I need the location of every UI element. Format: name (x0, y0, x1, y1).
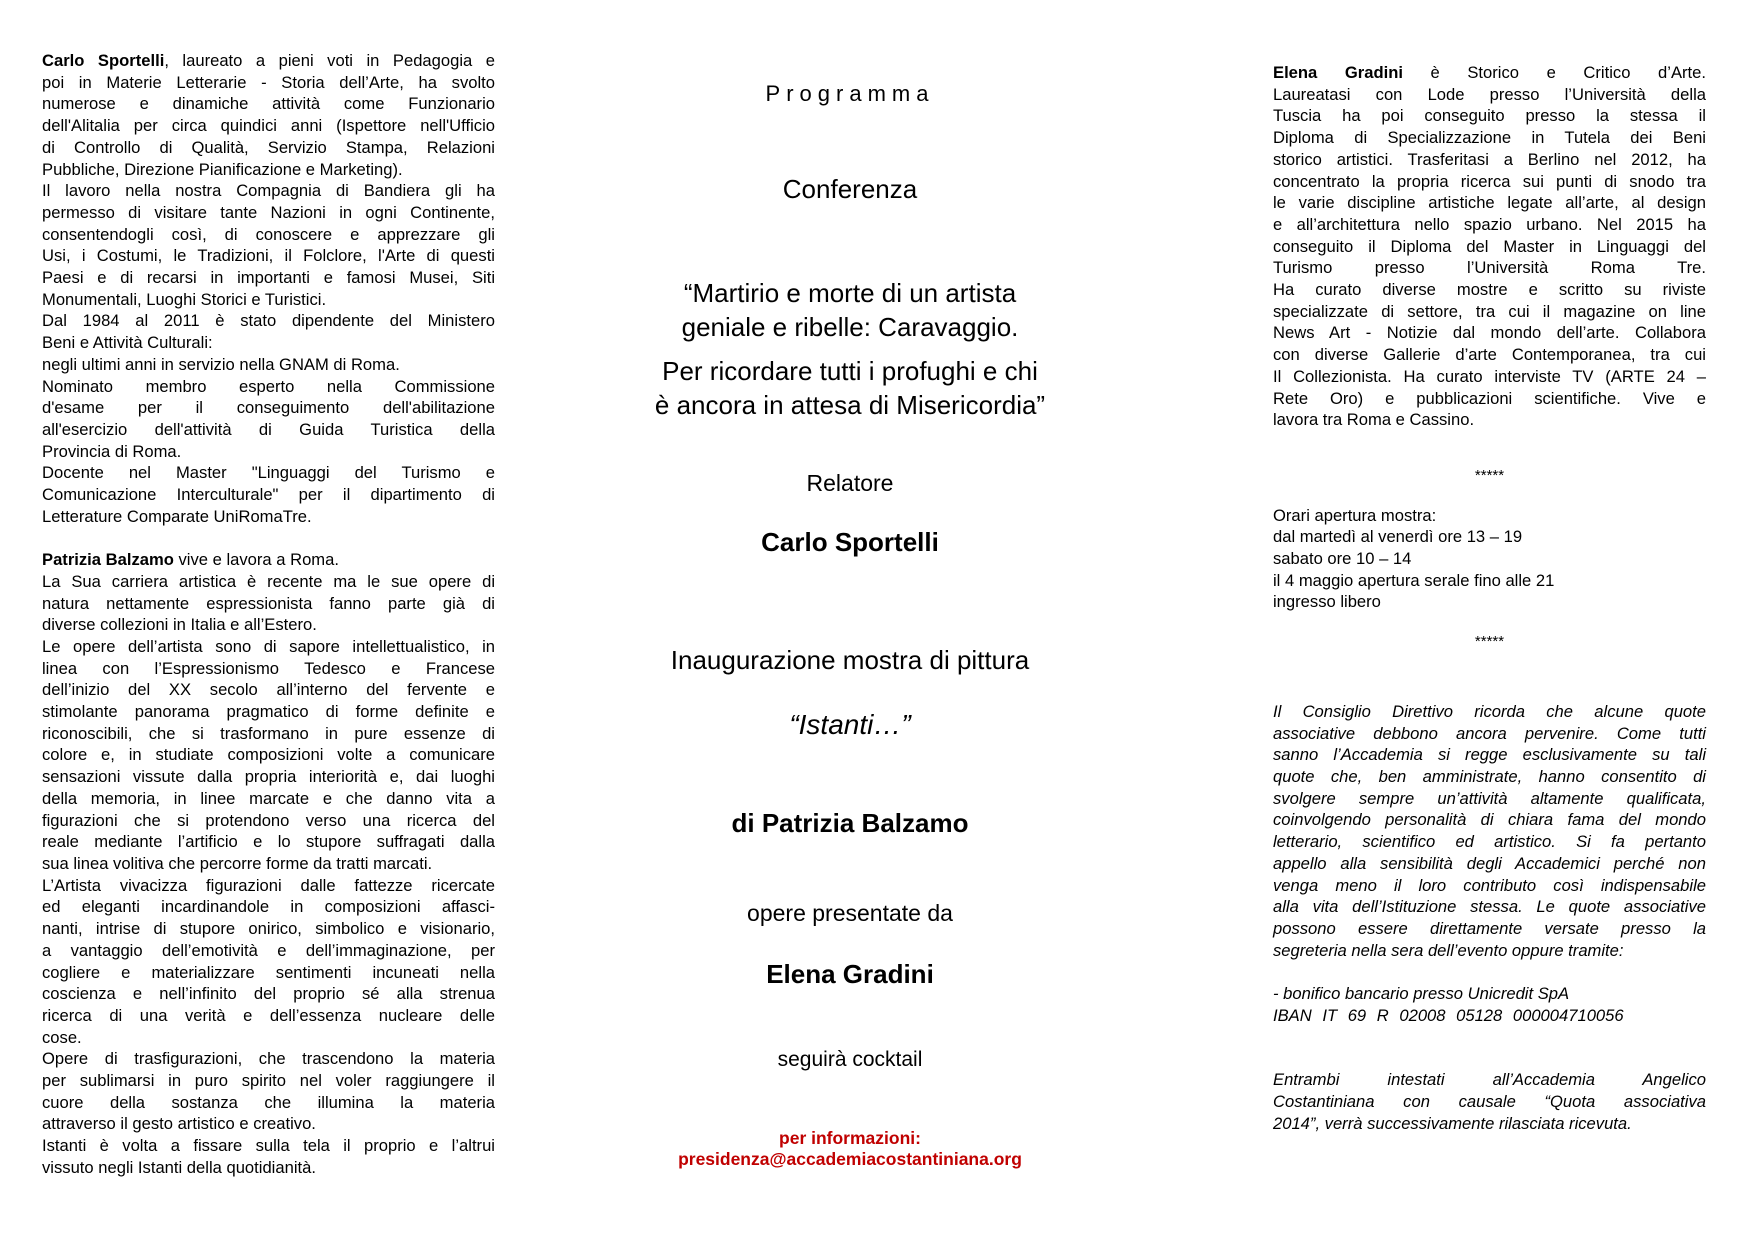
text-line: quote che, ben amministrate, hanno consentito di (1273, 766, 1706, 786)
text-line: Ha curato diverse mostre e scritto su riviste (1273, 280, 1706, 300)
text-line: coscienza e nell’infinito del proprio sé alla strenua (42, 984, 495, 1004)
text-line: sua linea volitiva che percorre forme da tratti marcati. (42, 854, 433, 873)
text-line: figurazioni che si protendono verso una ricerca del (42, 810, 495, 830)
text-line: Il Consiglio Direttivo ricorda che alcune quote (1273, 701, 1706, 721)
artist-name: di Patrizia Balzamo (731, 808, 969, 838)
text-line: negli ultimi anni in servizio nella GNAM di Roma. (42, 354, 400, 374)
text-line: ed eleganti incardinandole in composizioni affasci- (42, 897, 495, 917)
text-line: News Art - Notizie dal mondo dell’arte. Collabora (1273, 323, 1706, 343)
text-line: stimolante panorama pragmatico di forme definite e (42, 702, 495, 722)
text-line: poi in Materie Letterarie - Storia dell’Arte, ha svolto (42, 72, 495, 92)
balzamo-bio (42, 549, 495, 1178)
text-line: conseguito il Diploma del Master in Linguaggi del (1273, 236, 1706, 256)
text-line: Provincia di Roma. (42, 441, 182, 461)
conferenza-heading: Conferenza (782, 174, 918, 204)
conference-title (600, 276, 1100, 344)
text-line: all'esercizio dell'attività di Guida Turistica della (42, 419, 495, 439)
inaugurazione-text: Inaugurazione mostra di pittura (670, 645, 1030, 675)
text-line: Pubbliche, Direzione Pianificazione e Marketing). (42, 159, 403, 179)
text-line: reale mediante l’artificio e lo stupore suffragati dalla (42, 832, 495, 852)
text-line: Diploma di Specializzazione in Tutela dei Beni (1273, 128, 1706, 148)
text-line: colore e, in studiate composizioni volte a comunicare (42, 745, 495, 765)
separator: ***** (1474, 633, 1505, 651)
text-line: nanti, intrise di stupore onirico, simbolico e visionario, (42, 919, 495, 939)
text-line: dell'Alitalia per circa quindici anni (Ispettore nell'Ufficio (42, 116, 495, 136)
text-line: Tuscia ha poi conseguito presso la stessa il (1273, 106, 1706, 126)
conference-title-line: Per ricordare tutti i profughi e chi (662, 356, 1038, 386)
text-line: sensazioni vissute dalla propria interiorità e, dai luoghi (42, 767, 495, 787)
hours-line: Orari apertura mostra: (1273, 505, 1437, 525)
opening-hours (1273, 505, 1706, 614)
text-line: Monumentali, Luoghi Storici e Turistici. (42, 289, 327, 309)
text-line: consentendogli così, di conoscere e apprezzare gli (42, 224, 495, 244)
text-line: Beni e Attività Culturali: (42, 333, 213, 353)
contact-email[interactable]: presidenza@accademiacostantiniana.org (678, 1149, 1022, 1169)
right-column (1273, 62, 1706, 1135)
text-line: d'esame per il conseguimento dell'abilitazione (42, 398, 495, 418)
text-line: Costantiniana con causale “Quota associativa (1273, 1092, 1706, 1112)
text-line: Turismo presso l’Università Roma Tre. (1273, 258, 1706, 278)
text-line: a vantaggio dell’emotività e dell’immaginazione, per (42, 940, 495, 960)
contact-label: per informazioni: (779, 1128, 921, 1148)
text-line: Istanti è volta a fissare sulla tela il proprio e l’altrui (42, 1136, 495, 1156)
text-line: possono essere direttamente versate presso la (1273, 918, 1706, 938)
presented-by-label: opere presentate da (747, 900, 953, 926)
text-line: lavora tra Roma e Cassino. (1273, 410, 1475, 430)
text-line: Rete Oro) e pubblicazioni scientifiche. Vive e (1273, 388, 1706, 408)
text-line: Opere di trasfigurazioni, che trascendono la materia (42, 1049, 495, 1069)
conference-title-line: “Martirio e morte di un artista (683, 278, 1017, 308)
text-line: 2014”, verrà successivamente rilasciata ricevuta. (1273, 1113, 1632, 1133)
payment-note (1273, 1069, 1706, 1134)
left-column (42, 50, 495, 1179)
text-line: Docente nel Master "Linguaggi del Turismo e (42, 463, 495, 483)
text-line: diverse collezioni in Italia e all’Estero. (42, 615, 317, 635)
text-line: Laureatasi con Lode presso l’Università della (1273, 84, 1706, 104)
hours-line: dal martedì al venerdì ore 13 – 19 (1273, 527, 1523, 547)
programma-heading: Programma (765, 81, 935, 106)
iban-line: IBAN IT 69 R 02008 05128 000004710056 (1273, 1005, 1624, 1025)
text-line: riconoscibili, che si trasformano in pure essenze di (42, 723, 495, 743)
text-line: natura nettamente espressionista fanno parte già di (42, 593, 495, 613)
gradini-bio (1273, 62, 1706, 431)
text-line: Nominato membro esperto nella Commissione (42, 376, 495, 396)
sportelli-bio (42, 50, 495, 527)
relatore-name: Carlo Sportelli (761, 527, 939, 557)
text-line: storico artistici. Trasferitasi a Berlino nel 2012, ha (1273, 149, 1706, 169)
text-line: Patrizia Balzamo vive e lavora a Roma. (42, 550, 339, 570)
text-line: cose. (42, 1027, 82, 1047)
text-line: Comunicazione Interculturale" per il dipartimento di (42, 485, 495, 505)
text-line: Carlo Sportelli, laureato a pieni voti in Pedagogia e (42, 51, 495, 70)
text-line: associative debbono ancora pervenire. Come tutti (1273, 723, 1706, 743)
contact-info (600, 1128, 1100, 1170)
text-line: Elena Gradini è Storico e Critico d’Arte. (1273, 63, 1706, 82)
text-line: cuore della sostanza che illumina la materia (42, 1092, 495, 1112)
presenter-name: Elena Gradini (766, 959, 934, 989)
text-line: Le opere dell’artista sono di sapore intellettualistico, in (42, 636, 495, 656)
text-line: Usi, i Costumi, le Tradizioni, il Folclore, l'Arte di questi (42, 246, 495, 266)
person-name: Elena Gradini (1273, 63, 1403, 82)
text-line: Letterature Comparate UniRomaTre. (42, 506, 312, 526)
text-line: L’Artista vivacizza figurazioni dalle fattezze ricercate (42, 875, 495, 895)
text-line: attraverso il gesto artistico e creativo. (42, 1114, 316, 1134)
text-line: linea con l’Espressionismo Tedesco e Francese (42, 658, 495, 678)
conference-title-line: geniale e ribelle: Caravaggio. (681, 312, 1019, 342)
text-line: sanno l’Accademia si regge esclusivamente su tali (1273, 745, 1706, 765)
text-line: specializzate di settore, tra cui il magazine on line (1273, 301, 1706, 321)
conference-subtitle (600, 354, 1100, 422)
person-name: Carlo Sportelli (42, 51, 165, 70)
text-line: segreteria nella sera dell’evento oppure tramite: (1273, 940, 1624, 960)
hours-line: ingresso libero (1273, 592, 1381, 612)
exhibition-title: “Istanti…” (789, 709, 911, 740)
bank-transfer-line: - bonifico bancario presso Unicredit SpA (1273, 984, 1570, 1003)
text-line: Il lavoro nella nostra Compagnia di Bandiera gli ha (42, 181, 495, 201)
text-line: letterario, scientifico ed artistico. Si fa pertanto (1273, 832, 1706, 852)
text-line: permesso di visitare tante Nazioni in ogni Continente, (42, 202, 495, 222)
cocktail-note: seguirà cocktail (777, 1048, 923, 1071)
membership-notice (1273, 701, 1706, 961)
text-line: dell’inizio del XX secolo all’interno del fervente e (42, 680, 495, 700)
text-line: cogliere e materializzare sentimenti incuneati nella (42, 962, 495, 982)
conference-title-line: è ancora in attesa di Misericordia” (654, 390, 1046, 420)
hours-line: sabato ore 10 – 14 (1273, 549, 1412, 569)
person-name: Patrizia Balzamo (42, 550, 174, 570)
text-line: alla vita dell’Istituzione stessa. Le quote associative (1273, 897, 1706, 917)
text-line: svolgere sempre un’attività altamente qualificata, (1273, 788, 1706, 808)
text-line: le varie discipline artistiche legate all’arte, al design (1273, 193, 1706, 213)
separator: ***** (1474, 466, 1505, 484)
text-line: numerose e dinamiche attività come Funzionario (42, 94, 495, 114)
text-line: venga meno il loro contributo così indispensabile (1273, 875, 1706, 895)
text-line: Dal 1984 al 2011 è stato dipendente del Ministero (42, 311, 495, 331)
text-line: della memoria, in linee marcate e che danno vita a (42, 788, 495, 808)
text-line: Paesi e di recarsi in importanti e famosi Musei, Siti (42, 268, 495, 288)
relatore-label: Relatore (806, 470, 894, 496)
text-line: vissuto negli Istanti della quotidianità. (42, 1157, 316, 1177)
text-line: con diverse Gallerie d’arte Contemporanea, tra cui (1273, 345, 1706, 365)
text-line: La Sua carriera artistica è recente ma le sue opere di (42, 571, 495, 591)
text-line: di Controllo di Qualità, Servizio Stampa, Relazioni (42, 137, 495, 157)
text-line: e all’architettura nello spazio urbano. Nel 2015 ha (1273, 214, 1706, 234)
hours-line: il 4 maggio apertura serale fino alle 21 (1273, 570, 1555, 590)
text-line: Il Collezionista. Ha curato interviste TV (ARTE 24 – (1273, 366, 1706, 386)
text-line: per sublimarsi in puro spirito nel voler raggiungere il (42, 1071, 495, 1091)
text-line: appello alla sensibilità degli Accademici perché non (1273, 853, 1706, 873)
text-line: ricerca di una verità e dell’essenza nucleare delle (42, 1005, 495, 1025)
text-line: Entrambi intestati all’Accademia Angelico (1273, 1070, 1706, 1090)
text-line: concentrato la propria ricerca sui punti di snodo tra (1273, 171, 1706, 191)
text-line: coinvolgendo personalità di chiara fama del mondo (1273, 810, 1706, 830)
